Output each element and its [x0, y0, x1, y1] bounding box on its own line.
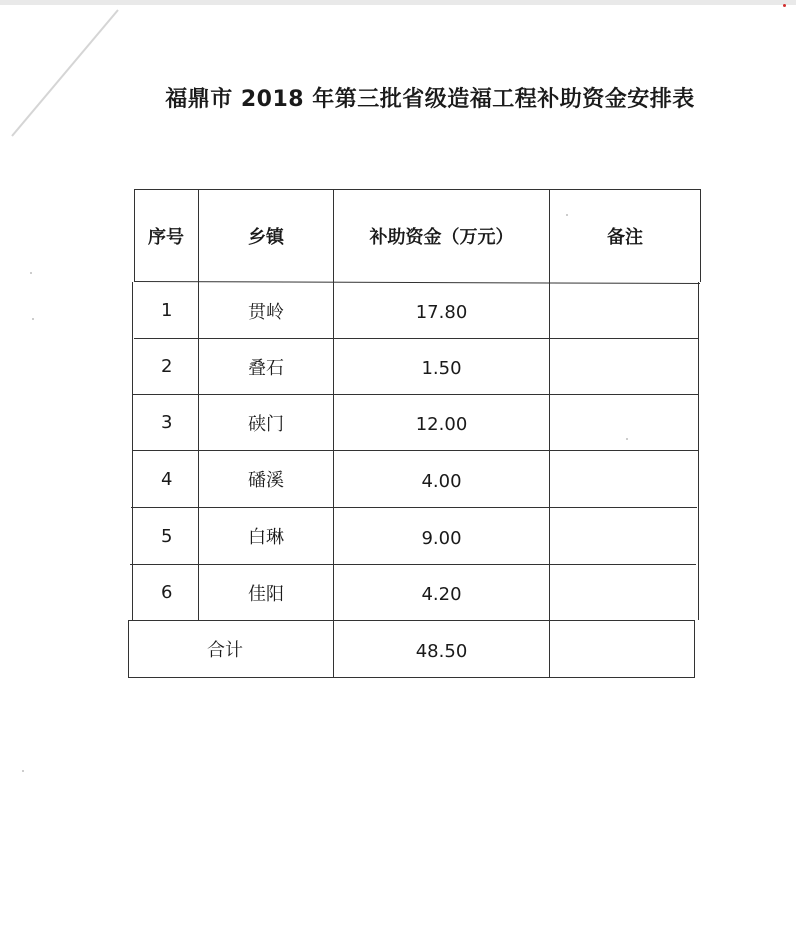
header-seq: 序号: [148, 227, 184, 248]
header-town: 乡镇: [248, 227, 284, 248]
row-2-amount: 1.50: [421, 358, 462, 379]
row-5-seq: 5: [161, 525, 173, 547]
row-5-amount: 9.00: [421, 527, 462, 549]
row-4-remark: [550, 451, 698, 507]
total-remark: [550, 621, 694, 677]
table-line-right-3: [694, 620, 695, 678]
row-6-seq: 6: [161, 582, 173, 603]
table-line-right-2: [698, 282, 699, 620]
row-2-remark: [550, 339, 698, 394]
row-6-town: 佳阳: [248, 583, 284, 605]
row-6-amount: 4.20: [421, 584, 462, 605]
row-1-town: 贯岭: [248, 301, 284, 323]
row-4-town: 磻溪: [248, 470, 284, 491]
scan-top-edge: [0, 0, 796, 5]
row-5-remark: [550, 508, 698, 564]
header-remark: 备注: [607, 227, 643, 248]
row-2-seq: 2: [161, 356, 173, 377]
document-title: 福鼎市 2018 年第三批省级造福工程补助资金安排表: [165, 87, 695, 112]
row-4-seq: 4: [161, 468, 173, 490]
row-1-remark: [550, 283, 698, 338]
row-1-seq: 1: [161, 300, 173, 321]
scan-speck: [566, 214, 568, 216]
paper-fold-crease: [10, 8, 120, 138]
row-5-town: 白琳: [248, 527, 284, 548]
row-3-town: 硖门: [248, 413, 284, 435]
row-6-remark: [550, 565, 698, 620]
row-3-amount: 12.00: [415, 414, 468, 435]
header-amount: 补助资金（万元）: [369, 227, 514, 248]
row-3-seq: 3: [161, 412, 173, 433]
total-label: 合计: [207, 640, 243, 661]
table-line-right: [700, 189, 701, 282]
row-2-town: 叠石: [248, 357, 284, 379]
row-3-remark: [550, 395, 698, 450]
row-4-amount: 4.00: [421, 470, 462, 492]
scan-speck: [626, 438, 628, 440]
scan-speck: [32, 318, 34, 320]
total-amount: 48.50: [415, 640, 468, 662]
scan-speck: [22, 770, 24, 772]
scan-speck: [30, 272, 32, 274]
scan-red-mark: [783, 4, 786, 7]
row-1-amount: 17.80: [415, 302, 468, 323]
